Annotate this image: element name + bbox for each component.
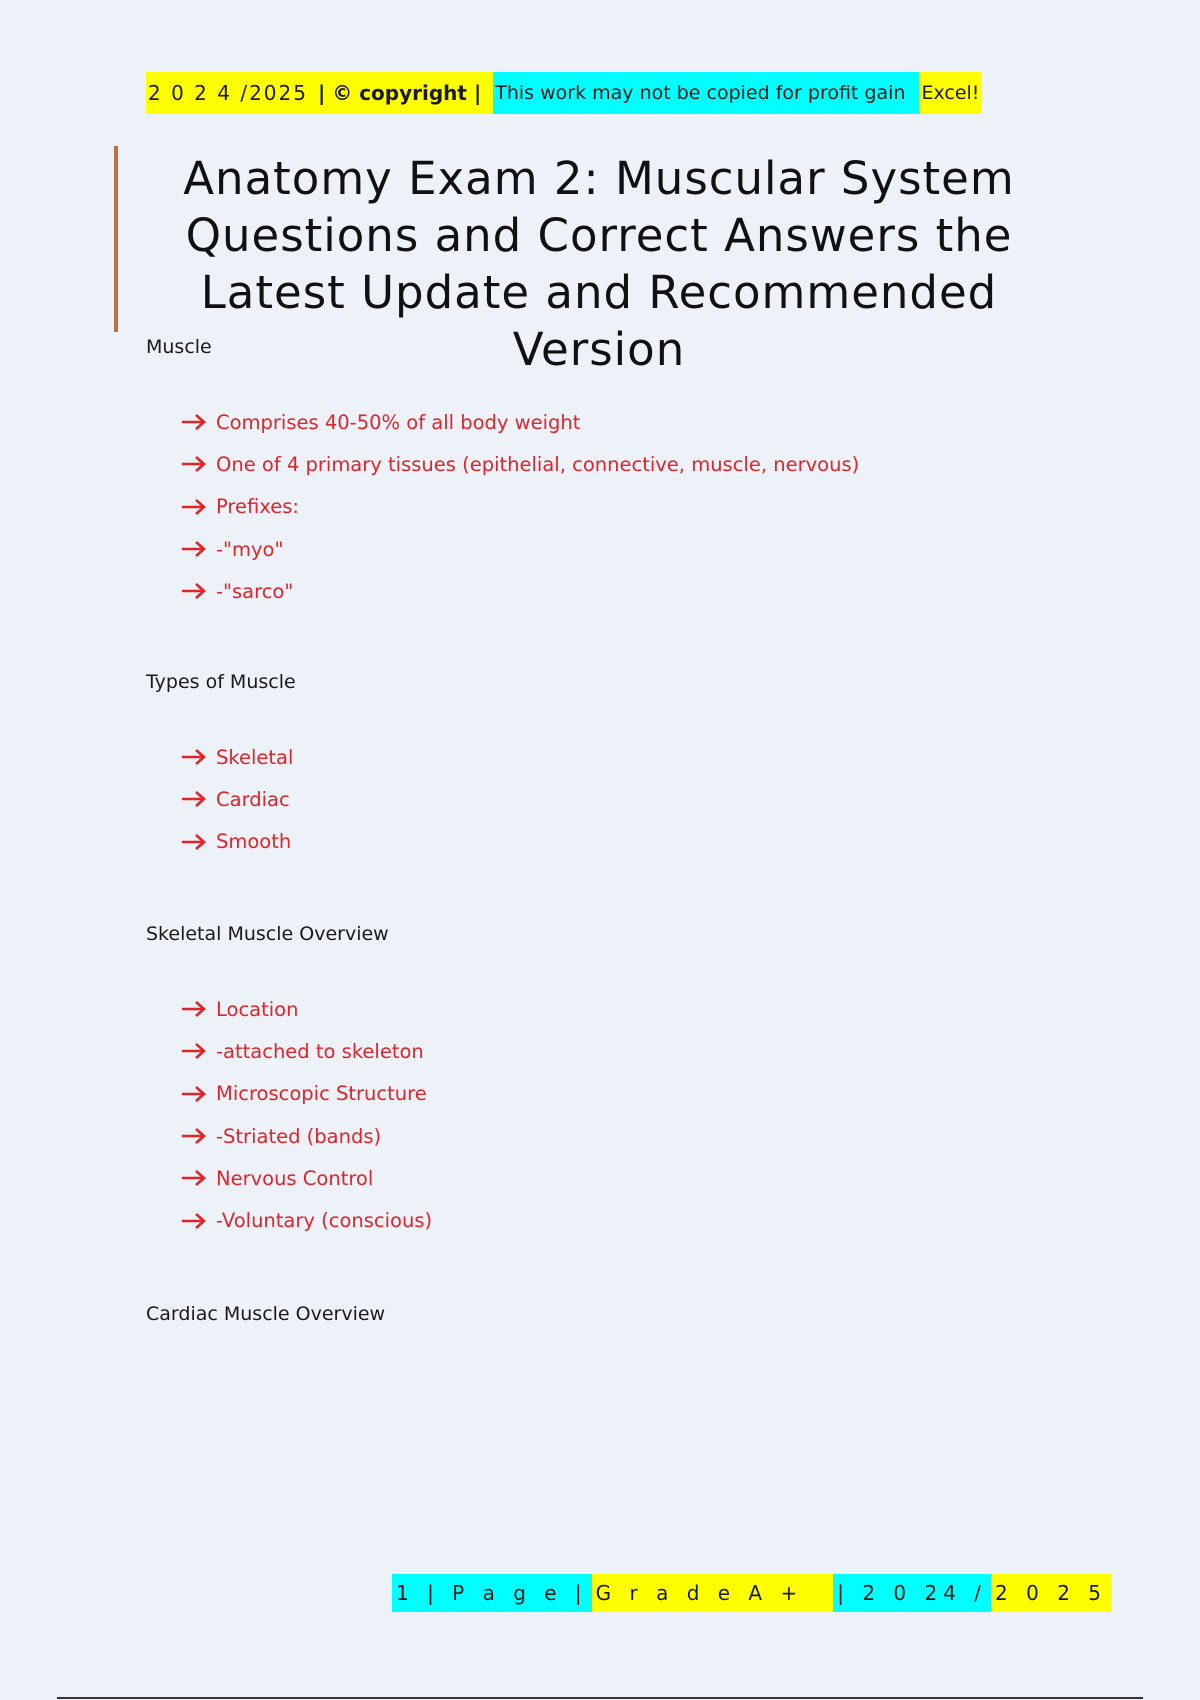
list-item <box>146 821 1046 863</box>
list-item-text: Location <box>216 997 299 1021</box>
list-item-text: Cardiac <box>216 787 290 811</box>
right-arrow-icon <box>180 1085 208 1103</box>
list-item <box>146 1157 1046 1199</box>
right-arrow-icon <box>180 582 208 600</box>
list-item-text: -attached to skeleton <box>216 1039 424 1063</box>
right-arrow-icon <box>180 1000 208 1018</box>
list-item-text: Microscopic Structure <box>216 1082 427 1106</box>
right-arrow-icon <box>180 833 208 851</box>
right-arrow-icon <box>180 413 208 431</box>
list-item <box>146 401 1046 443</box>
list-item-text: Prefixes: <box>216 495 299 519</box>
right-arrow-icon <box>180 498 208 516</box>
list-item-text: Smooth <box>216 830 292 854</box>
list-item-text: -Striated (bands) <box>216 1124 382 1148</box>
section-heading: Types of Muscle <box>146 671 296 693</box>
list-item <box>146 570 1046 612</box>
section-muscle <box>146 333 1046 612</box>
list-item <box>146 1073 1046 1115</box>
right-arrow-icon <box>180 455 208 473</box>
list-item-text: One of 4 primary tissues (epithelial, connective, muscle, nervous) <box>216 452 860 476</box>
footer-page-number: 1 | P a g e | <box>392 1574 592 1612</box>
list-item-text: Nervous Control <box>216 1166 374 1190</box>
right-arrow-icon <box>180 540 208 558</box>
header-notice: This work may not be copied for profit gain <box>493 72 919 114</box>
list-item-text: Skeletal <box>216 745 294 769</box>
right-arrow-icon <box>180 748 208 766</box>
header-banner <box>146 72 981 114</box>
section-heading: Muscle <box>146 336 212 358</box>
list-item-text: Comprises 40-50% of all body weight <box>216 410 581 434</box>
section-skeletal-muscle-overview <box>146 920 1046 1242</box>
list-item <box>146 528 1046 570</box>
header-copyright: | © copyright | <box>310 72 493 114</box>
section-heading: Skeletal Muscle Overview <box>146 923 389 945</box>
footer-grade: G r a d e A + <box>592 1574 834 1612</box>
right-arrow-icon <box>180 1169 208 1187</box>
list-item <box>146 486 1046 528</box>
list-item <box>146 1115 1046 1157</box>
list-item <box>146 736 1046 778</box>
document-title: Anatomy Exam 2: Muscular System Questions and Correct Answers the Latest Update and Recommended Version <box>183 152 1015 376</box>
right-arrow-icon <box>180 1127 208 1145</box>
bullet-list <box>146 401 1046 612</box>
list-item-text: -"myo" <box>216 537 284 561</box>
list-item <box>146 443 1046 485</box>
title-accent-rule <box>114 146 118 332</box>
bullet-list <box>146 988 1046 1242</box>
header-excel: Excel! <box>919 72 981 114</box>
right-arrow-icon <box>180 1212 208 1230</box>
list-item <box>146 988 1046 1030</box>
section-heading: Cardiac Muscle Overview <box>146 1303 386 1325</box>
list-item-text: -Voluntary (conscious) <box>216 1209 433 1233</box>
header-year: 2 0 2 4 /2025 <box>146 72 310 114</box>
list-item <box>146 1199 1046 1241</box>
right-arrow-icon <box>180 1042 208 1060</box>
footer-year-end: 2 0 2 5 <box>991 1574 1111 1612</box>
list-item-text: -"sarco" <box>216 579 294 603</box>
list-item <box>146 1030 1046 1072</box>
right-arrow-icon <box>180 790 208 808</box>
section-types-of-muscle <box>146 668 1046 863</box>
footer-banner <box>392 1574 1111 1612</box>
footer-year-start: | 2 0 24 / <box>833 1574 991 1612</box>
section-cardiac-muscle-overview <box>146 1300 1046 1328</box>
list-item <box>146 778 1046 820</box>
bullet-list <box>146 736 1046 863</box>
page-bottom-rule <box>57 1697 1143 1699</box>
